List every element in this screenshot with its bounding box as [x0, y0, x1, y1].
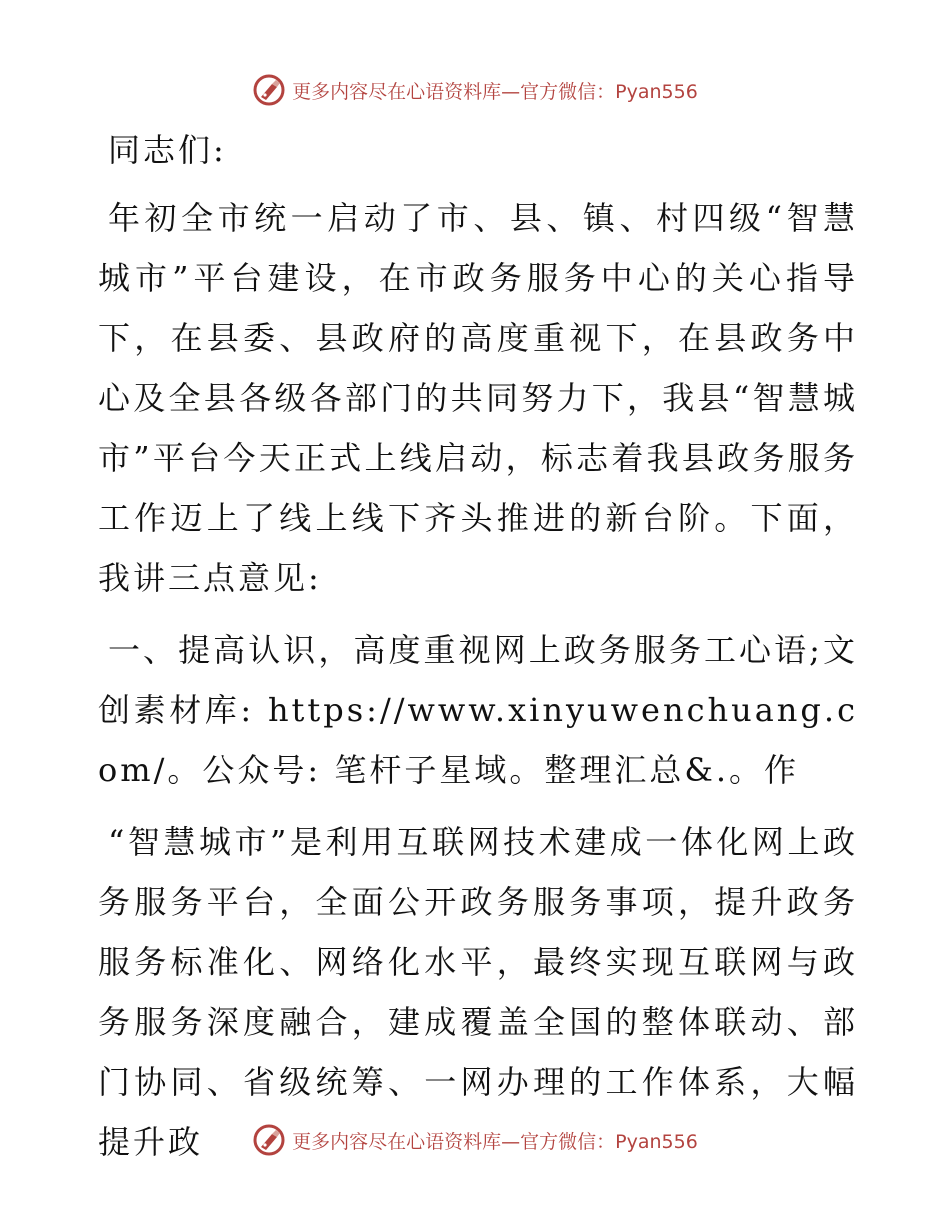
paragraph-section-one: 一、提高认识，高度重视网上政务服务工心语;文创素材库: https://www.xinyuwenchuang.com/。公众号: 笔杆子星域。整理汇总&.。作: [98, 631, 858, 789]
paragraph-smart-city: “智慧城市”是利用互联网技术建成一体化网上政务服务平台，全面公开政务服务事项，提升政务服务标准化、网络化水平，最终实现互联网与政务服务深度融合，建成覆盖全国的整体联动、部门协同、省级统筹、一网办理的工作体系，大幅提升政: [98, 823, 858, 1161]
pen-nib-circle-icon: [252, 1123, 286, 1157]
header-banner: [0, 70, 950, 110]
header-banner-text: 更多内容尽在心语资料库—官方微信：Pyan556: [292, 80, 698, 103]
pen-nib-circle-icon: [252, 73, 286, 107]
salutation: 同志们:: [108, 131, 227, 169]
footer-banner-text: 更多内容尽在心语资料库—官方微信：Pyan556: [292, 1130, 698, 1153]
document-body: [98, 120, 858, 1184]
footer-banner: [0, 1120, 950, 1160]
paragraph-intro: 年初全市统一启动了市、县、镇、村四级“智慧城市”平台建设，在市政务服务中心的关心指导下，在县委、县政府的高度重视下，在县政务中心及全县各级各部门的共同努力下，我县“智慧城市”平台今天正式上线启动，标志着我县政务服务工作迈上了线上线下齐头推进的新台阶。下面，我讲三点意见:: [98, 199, 858, 597]
